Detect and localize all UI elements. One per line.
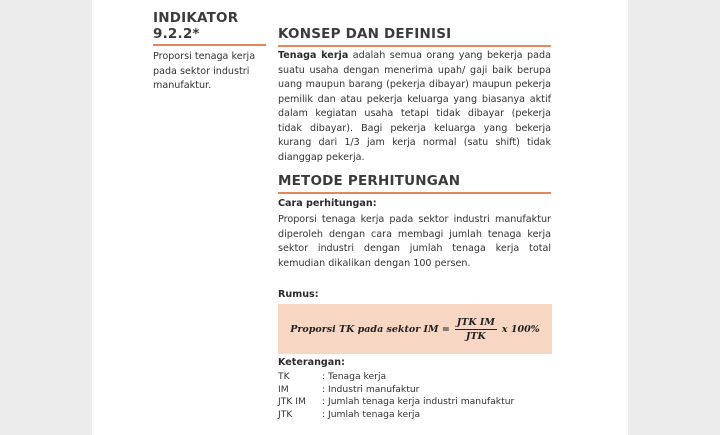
formula-denominator: JTK [465,330,486,342]
keterangan-desc: : Jumlah tenaga kerja industri manufaktur [322,396,515,407]
indicator-divider [153,44,266,46]
indicator-description: Proporsi tenaga kerja pada sektor industri manufaktur. [153,51,256,91]
keterangan-row [278,409,514,422]
konsep-term: Tenaga kerja [278,50,349,61]
metode-divider [278,192,551,194]
konsep-heading: KONSEP DAN DEFINISI [278,26,452,42]
indicator-title [153,10,238,42]
keterangan-desc: : Industri manufaktur [322,383,420,395]
cara-text: Proporsi tenaga kerja pada sektor industri manufaktur diperoleh dengan cara membagi jumlah tenaga kerja sektor industri dengan jumlah tenaga kerja total kemudian dikalikan dengan 100 persen. [278,214,551,269]
formula-numerator: JTK IM [456,316,495,328]
keterangan-term: IM [278,383,289,395]
keterangan-row [278,384,514,397]
konsep-text: adalah semua orang yang bekerja pada suatu usaha dengan menerima upah/ gaji baik berupa uang maupun barang (pekerja dibayar) maupun pekerja pemilik dan atau pekerja keluarga yang biasanya aktif dalam kegiatan usaha tetapi tidak dibayar (pekerja tidak dibayar). Bagi pekerja keluarga yang bekerja kurang dari 1/3 jam kerja normal (satu shift) tidak dianggap pekerja. [278,50,551,163]
formula-rhs: x 100% [501,323,540,335]
keterangan-row [278,396,514,409]
document-page [92,0,628,435]
formula-fraction [455,317,497,342]
keterangan-term: JTK [278,408,293,420]
konsep-paragraph [278,49,551,165]
indicator-label: INDIKATOR [153,10,239,26]
cara-label: Cara perhitungan: [278,198,377,209]
keterangan-desc: : Tenaga kerja [322,371,387,382]
keterangan-row [278,371,514,384]
keterangan-label: Keterangan: [278,357,345,368]
formula-box [278,304,552,354]
formula-lhs: Proporsi TK pada sektor IM = [290,323,450,335]
konsep-divider [278,45,551,47]
rumus-label: Rumus: [278,289,319,300]
keterangan-desc: : Jumlah tenaga kerja [322,408,421,420]
keterangan-list [278,371,514,421]
keterangan-term: TK [278,371,290,382]
keterangan-term: JTK IM [278,396,306,407]
formula [290,317,539,342]
indicator-number: 9.2.2* [153,26,200,42]
metode-heading: METODE PERHITUNGAN [278,173,461,189]
